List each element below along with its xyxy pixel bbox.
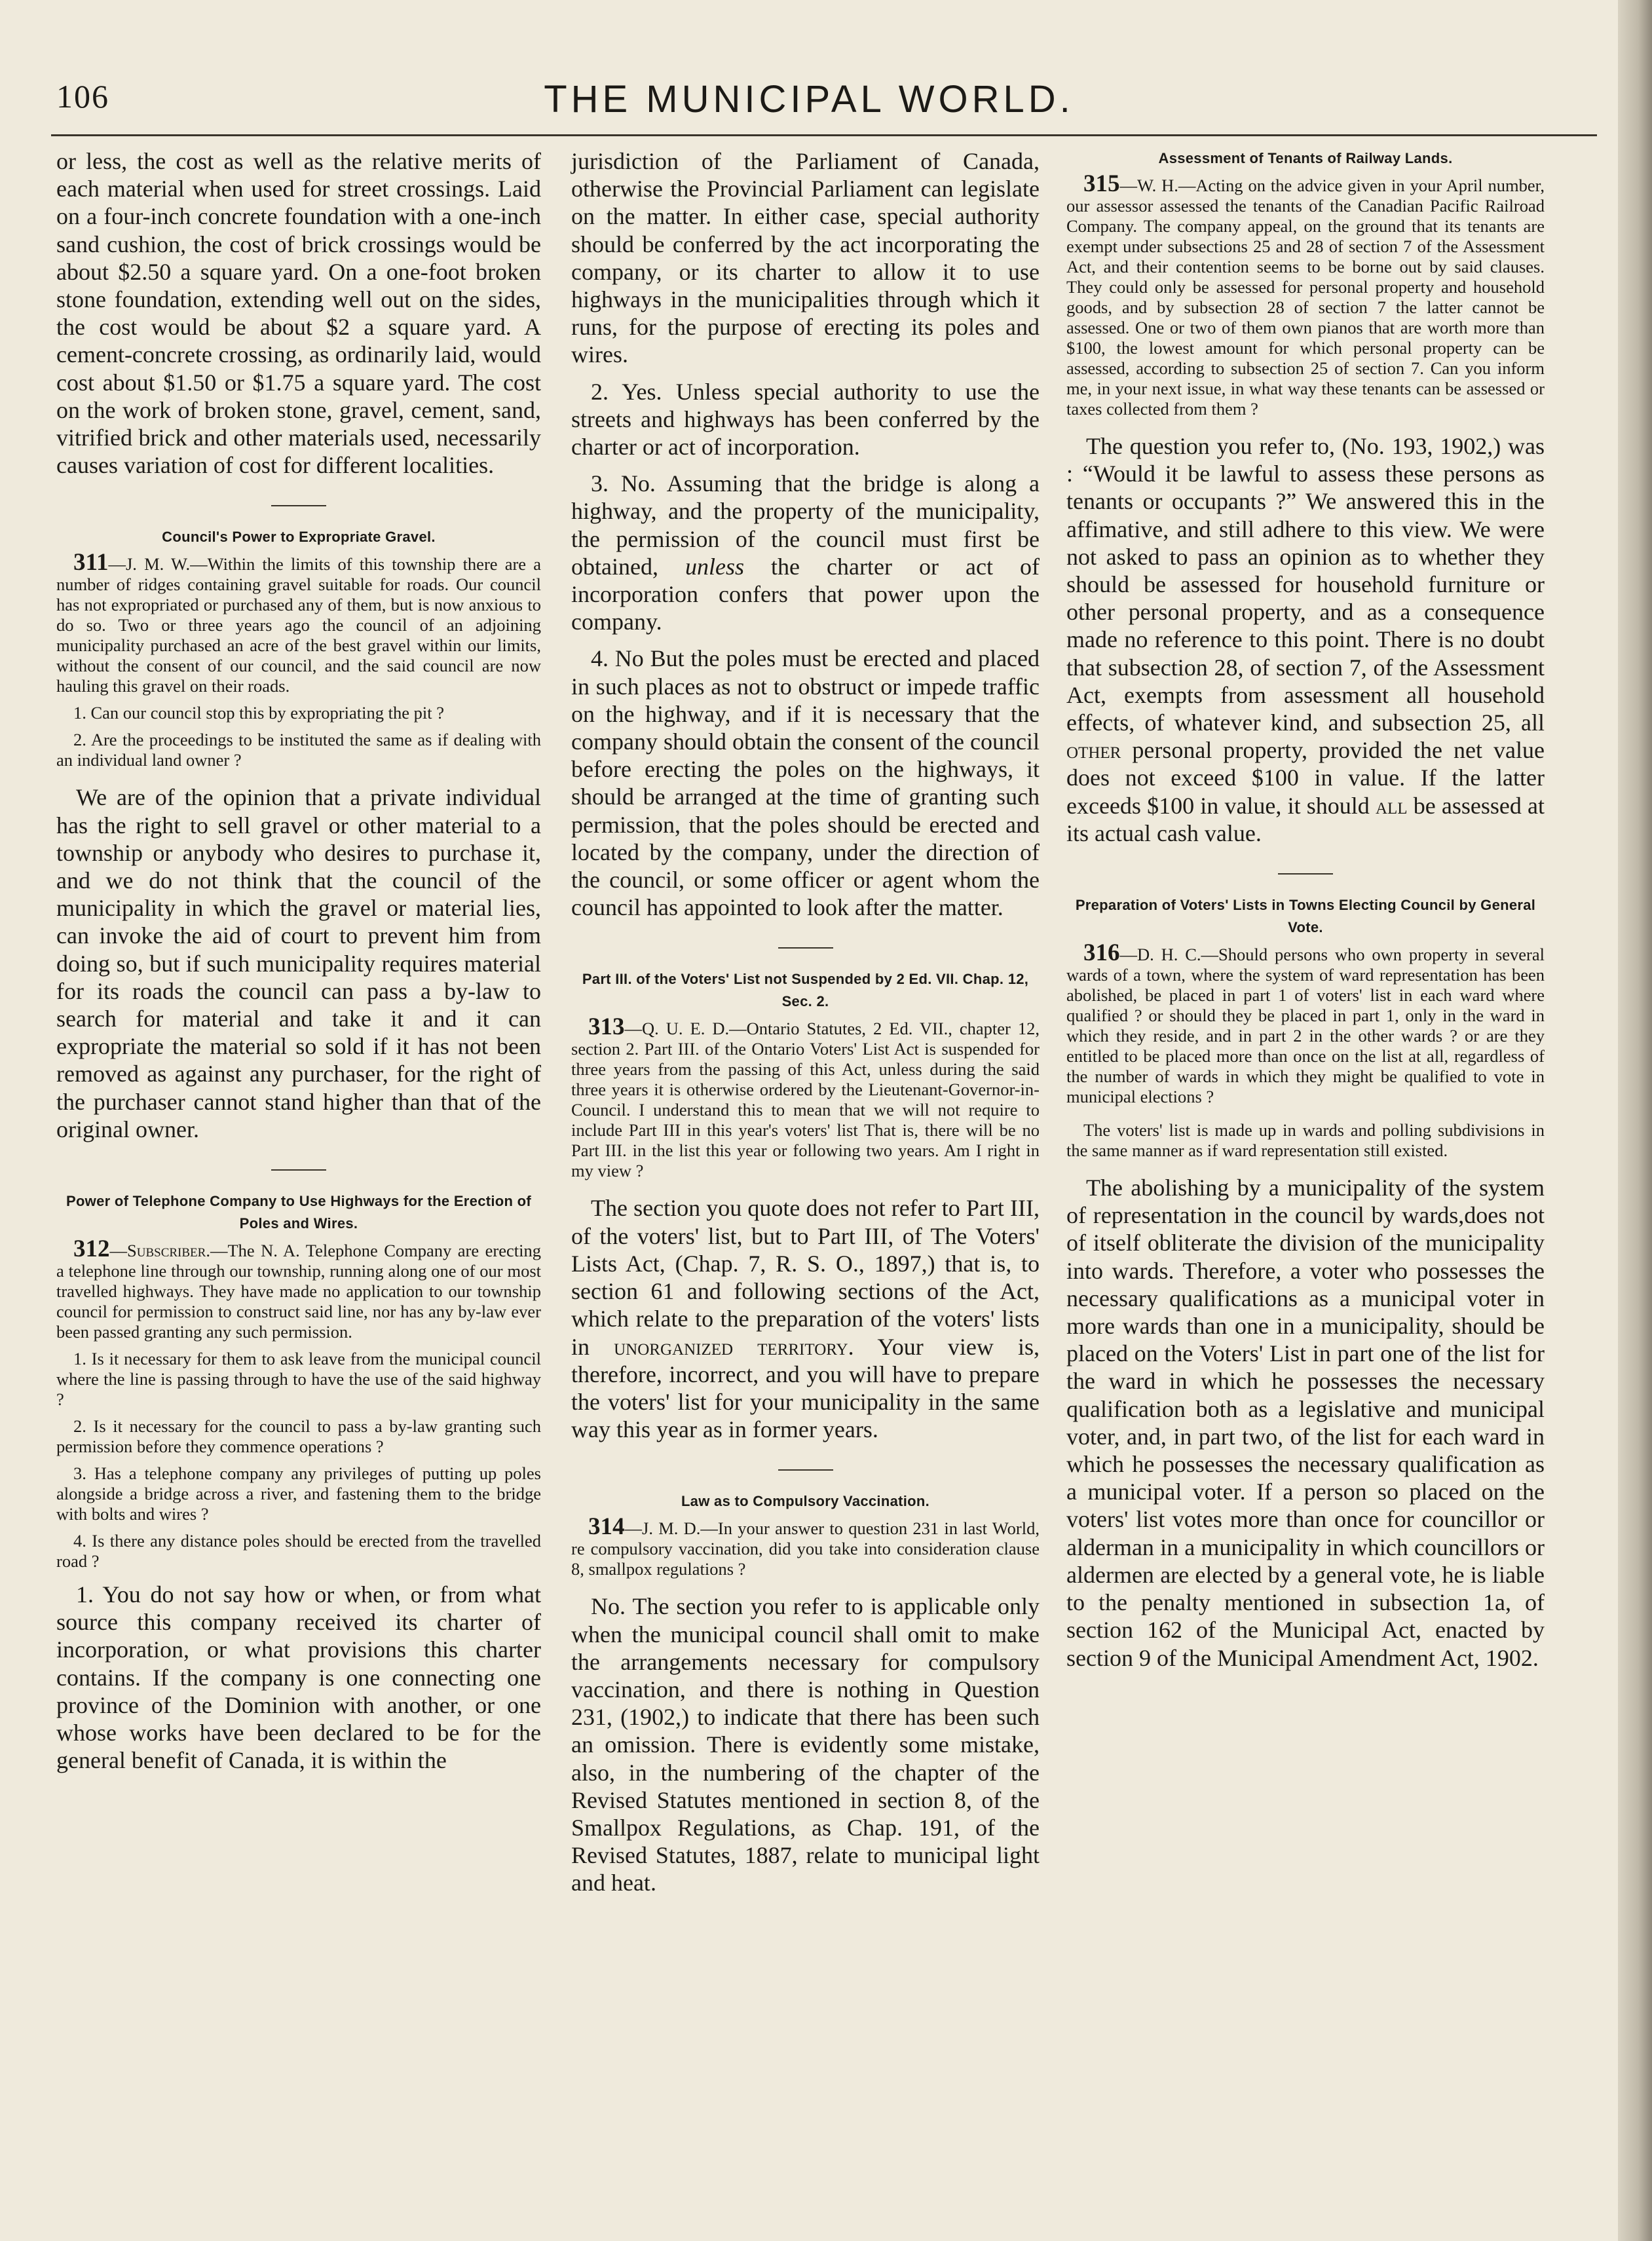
column-1 — [56, 147, 541, 1775]
question-number: 313 — [588, 1013, 625, 1041]
question-316-text: 316—D. H. C.—Should persons who own property in several wards of a town, where the system of ward representation has been abolished, be placed in part 1 of voters' list in each ward where qualified ? or should they be placed in part 1, only in the ward in which they reside, and in part 2 in the other wards ? or are they entitled to be placed more than once on the list at all, regardless of the number of wards in which they might be qualified to vote in municipal elections ? — [1066, 939, 1545, 1107]
section-separator — [1278, 873, 1333, 875]
answer-312-part-1: 1. You do not say how or when, or from what source this company received its charter of incorporation, or what provisions this charter contains. If the company is one connecting one province of the Dominion with another, or one whose works have been declared to be for the general benefit of Canada, it is within the — [56, 1581, 541, 1774]
question-312-asker: —Subscriber. — [109, 1241, 210, 1261]
answer-315: The question you refer to, (No. 193, 1902,) was : “Would it be lawful to assess these persons as tenants or occupants ?” We answered this in the affimative, and still adhere to this view. We were not asked to pass an opinion as to whether they should be assessed for household furniture or other personal property, and as a consequence made no reference to this point. There is no doubt that subsection 28, of section 7, of the Assessment Act, exempts from assessment all household effects, of whatever kind, and subsection 25, all other personal property, provided the net value does not exceed $100 in value. If the latter exceeds $100 in value, it should all be assessed at its actual cash value. — [1066, 433, 1545, 846]
continued-paragraph: or less, the cost as well as the relative merits of each material when used for street crossings. Laid on a four-inch concrete foundation with a one-inch sand cushion, the cost of brick crossings would be about $2.50 a square yard. On a one-foot broken stone foundation, extending well out on the sides, the cost would be about $2 a square yard. A cement-concrete crossing, as ordinarily laid, would cost about $1.50 or $1.75 a square yard. The cost on the work of broken stone, gravel, cement, sand, vitrified brick and other materials used, necessarily causes variation of cost for different localities. — [56, 148, 541, 479]
question-315-text: 315—W. H.—Acting on the advice given in your April number, our assessor assessed the tenants of the Canadian Pacific Railroad Company. The company appeal, on the ground that its tenants are exempt under subsections 25 and 28 of section 7 of the Assessment Act, and their contention seems to be borne out by said clauses. They could only be assessed for personal property and household goods, and by subsection 28 of section 7 the latter cannot be assessed. One or two of them own pianos that are worth more than $100, the lowest amount for which personal property can be assessed, according to subsection 25 of section 7. Can you inform me, in your next issue, in what way these tenants can be assessed or taxes collected from them ? — [1066, 170, 1545, 419]
book-binding-edge — [1618, 0, 1652, 2241]
question-number: 312 — [73, 1235, 110, 1263]
column-2 — [571, 147, 1040, 1897]
question-313-text: 313—Q. U. E. D.—Ontario Statutes, 2 Ed. VII., chapter 12, section 2. Part III. of the Ontario Voters' List Act is suspended for three years from the passing of this Act, unless during the said three years it is otherwise ordered by the Lieutenant-Governor-in-Council. I understand this to mean that we will not require to include Part III in this year's voters' list That is, there will be no Part III. in the list this year or following two years. Am I right in my view ? — [571, 1013, 1040, 1181]
question-314-text: 314—J. M. D.—In your answer to question 231 in last World, re compulsory vaccination, did you take into consideration clause 8, smallpox regulations ? — [571, 1513, 1040, 1579]
question-316-heading: Preparation of Voters' Lists in Towns Electing Council by General Vote. — [1075, 897, 1536, 936]
masthead-rule — [51, 134, 1597, 136]
answer-312-part-4: 4. No But the poles must be erected and placed in such places as not to obstruct or impede traffic on the highway, and if it is necessary that the company should obtain the consent of the council before erecting the poles on the highways, it should be arranged at the time of granting such permission, that the poles should be erected and located by the company, under the direction of the council, or some officer or agent whom the council has appointed to look after the matter. — [571, 645, 1040, 921]
question-number: 316 — [1083, 939, 1120, 967]
answer-312-part-1-continued: jurisdiction of the Parliament of Canada, otherwise the Provincial Parliament can legislate on the matter. In either case, special authority should be conferred by the act incorporating the company, or its charter to allow it to use highways in the municipalities through which it runs, for the purpose of erecting its poles and wires. — [571, 148, 1040, 368]
section-separator — [778, 947, 833, 949]
section-separator — [271, 1169, 326, 1171]
section-separator — [778, 1469, 833, 1471]
answer-313: The section you quote does not refer to Part III, of the voters' list, but to Part III, of The Voters' Lists Act, (Chap. 7, R. S. O., 1897,) that is, to section 61 and following sections of the Act, which relate to the preparation of the voters' lists in unorganized territory. Your view is, therefore, incorrect, and you will have to prepare the voters' list for your municipality in the same way this year as in former years. — [571, 1195, 1040, 1443]
question-312-sub-1: 1. Is it necessary for them to ask leave from the municipal council where the line is passing through to have the use of the said highway ? — [56, 1349, 541, 1410]
answer-314: No. The section you refer to is applicable only when the municipal council shall omit to make the arrangements necessary for compulsory vaccination, and there is nothing in Question 231, (1902,) to indicate that there has been such an omission. There is evidently some mistake, also, in the numbering of the chapter of the Revised Statutes mentioned in section 8, of the Smallpox Regulations, as Chap. 191, of the Revised Statutes, 1887, relate to municipal light and heat. — [571, 1593, 1040, 1896]
section-separator — [271, 505, 326, 506]
question-number: 311 — [73, 549, 109, 576]
question-312-sub-2: 2. Is it necessary for the council to pass a by-law granting such permission before they commence operations ? — [56, 1416, 541, 1457]
column-3 — [1066, 147, 1545, 1672]
question-311-text: 311—J. M. W.—Within the limits of this township there are a number of ridges containing gravel suitable for roads. Our council has not expropriated or purchased any of them, but is now anxious to do so. Two or three years ago the council of an adjoining municipality purchased an acre of the best gravel within our limits, without the consent of our council, and the said council are now hauling this gravel on their roads. — [56, 549, 541, 696]
question-number: 314 — [588, 1513, 625, 1541]
question-311-sub-1: 1. Can our council stop this by expropriating the pit ? — [73, 703, 444, 723]
page-number: 106 — [56, 78, 109, 115]
answer-311: We are of the opinion that a private individual has the right to sell gravel or other material to a township or anybody who desires to purchase it, and we do not think that the council of the municipality in which the gravel or material lies, can invoke the aid of court to prevent him from doing so, but if such municipality requires material for its roads the council can pass a by-law to search for material and take it and it can expropriate the material so sold if it has not been removed as against any purchaser, for the right of the purchaser cannot stand higher than that of the original owner. — [56, 784, 541, 1142]
question-311-heading: Council's Power to Expropriate Gravel. — [162, 529, 436, 546]
question-313-heading: Part III. of the Voters' List not Suspended by 2 Ed. VII. Chap. 12, Sec. 2. — [582, 971, 1029, 1010]
question-316-note: The voters' list is made up in wards and polling subdivisions in the same manner as if ward representation still existed. — [1066, 1120, 1545, 1161]
question-311-sub-2: 2. Are the proceedings to be instituted the same as if dealing with an individual land owner ? — [56, 730, 541, 770]
answer-312-part-3: 3. No. Assuming that the bridge is along a highway, and the property of the municipality, the permission of the council must first be obtained, unless the charter or act of incorporation confers that power upon the company. — [571, 470, 1040, 635]
question-312-sub-4: 4. Is there any distance poles should be erected from the travelled road ? — [56, 1531, 541, 1572]
answer-316: The abolishing by a municipality of the system of representation in the council by wards,does not of itself obliterate the division of the municipality into wards. Therefore, a voter who possesses the necessary qualifications as a municipal voter in more wards than one in a municipality, should be placed on the Voters' List in part one of the list for the ward in which he possesses the necessary qualification both as a legislative and municipal voter, and, in part two, of the list for each ward in which he possesses the necessary qualification as a municipal voter. If a person so placed on the voters' list votes more than once for councillor or alderman in a municipality in which councillors or aldermen are elected by a general vote, he is liable to the penalty mentioned in subsection 1a, of section 162 of the Municipal Act, enacted by section 9 of the Municipal Amendment Act, 1902. — [1066, 1175, 1545, 1671]
question-315-heading: Assessment of Tenants of Railway Lands. — [1158, 150, 1453, 166]
question-312-heading: Power of Telephone Company to Use Highways for the Erection of Poles and Wires. — [66, 1193, 532, 1232]
question-312-text: 312—Subscriber.—The N. A. Telephone Company are erecting a telephone line through our township, running along one of our most travelled highways. They have made no application to our township council for permission to construct said line, nor has any by-law ever been passed granting any such permission. — [56, 1235, 541, 1342]
question-number: 315 — [1083, 170, 1120, 197]
question-312-sub-3: 3. Has a telephone company any privileges of putting up poles alongside a bridge across a river, and fastening them to the bridge with bolts and wires ? — [56, 1463, 541, 1524]
question-314-heading: Law as to Compulsory Vaccination. — [681, 1493, 930, 1510]
masthead-title: THE MUNICIPAL WORLD. — [544, 78, 1074, 121]
answer-312-part-2: 2. Yes. Unless special authority to use the streets and highways has been conferred by the charter or act of incorporation. — [571, 378, 1040, 461]
